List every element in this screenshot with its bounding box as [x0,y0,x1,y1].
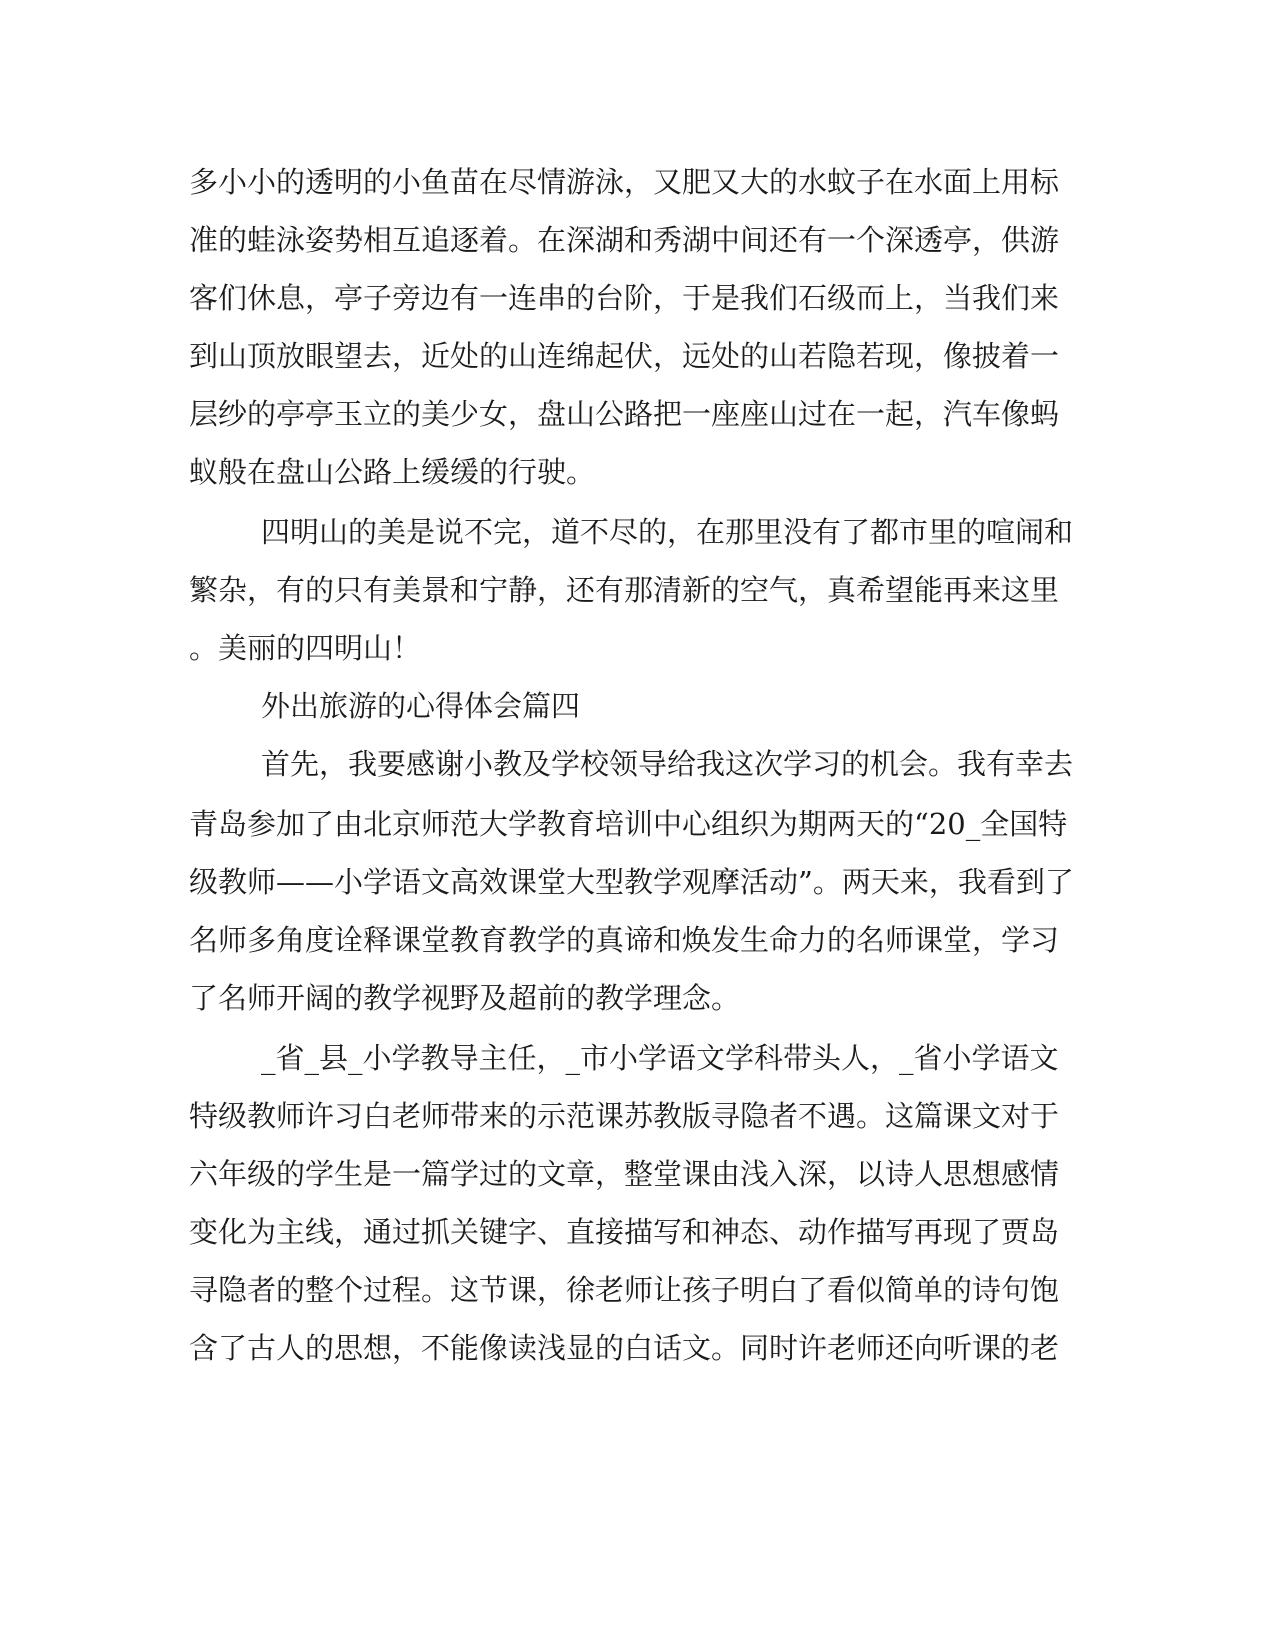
paragraph-4-line-3: 六年级的学生是一篇学过的文章，整堂课由浅入深，以诗人思想感情 [189,1157,1060,1191]
paragraph-1-line-5: 层纱的亭亭玉立的美少女，盘山公路把一座座山过在一起，汽车像蚂 [189,397,1060,431]
paragraph-4-line-6: 含了古人的思想，不能像读浅显的白话文。同时许老师还向听课的老 [189,1331,1060,1365]
paragraph-3-line-5: 了名师开阔的教学视野及超前的教学理念。 [189,981,741,1015]
paragraph-4-line-4: 变化为主线，通过抓关键字、直接描写和神态、动作描写再现了贾岛 [189,1215,1060,1249]
paragraph-1-line-6: 蚁般在盘山公路上缓缓的行驶。 [189,455,596,489]
paragraph-4-line-2: 特级教师许习白老师带来的示范课苏教版寻隐者不遇。这篇课文对于 [189,1099,1060,1133]
paragraph-2-line-2: 繁杂，有的只有美景和宁静，还有那清新的空气，真希望能再来这里 [189,573,1060,607]
section-heading: 外出旅游的心得体会篇四 [261,689,581,723]
paragraph-1-line-2: 准的蛙泳姿势相互追逐着。在深湖和秀湖中间还有一个深透亭，供游 [189,223,1060,257]
paragraph-2-line-1: 四明山的美是说不完，道不尽的，在那里没有了都市里的喧闹和 [261,515,1074,549]
paragraph-1-line-1: 多小小的透明的小鱼苗在尽情游泳，又肥又大的水蚊子在水面上用标 [189,165,1060,199]
paragraph-1-line-3: 客们休息，亭子旁边有一连串的台阶，于是我们石级而上，当我们来 [189,281,1060,315]
paragraph-1-line-4: 到山顶放眼望去，近处的山连绵起伏，远处的山若隐若现，像披着一 [189,339,1060,373]
paragraph-3-line-3: 级教师——小学语文高效课堂大型教学观摩活动”。两天来，我看到了 [189,865,1074,899]
paragraph-3-line-1: 首先，我要感谢小教及学校领导给我这次学习的机会。我有幸去 [261,747,1074,781]
paragraph-3-line-2: 青岛参加了由北京师范大学教育培训中心组织为期两天的“20_全国特 [189,807,1068,841]
paragraph-2-line-3: 。美丽的四明山！ [189,631,422,665]
paragraph-4-line-5: 寻隐者的整个过程。这节课，徐老师让孩子明白了看似简单的诗句饱 [189,1273,1060,1307]
paragraph-4-line-1: _省_县_小学教导主任，_市小学语文学科带头人，_省小学语文 [261,1041,1059,1075]
paragraph-3-line-4: 名师多角度诠释课堂教育教学的真谛和焕发生命力的名师课堂，学习 [189,923,1060,957]
